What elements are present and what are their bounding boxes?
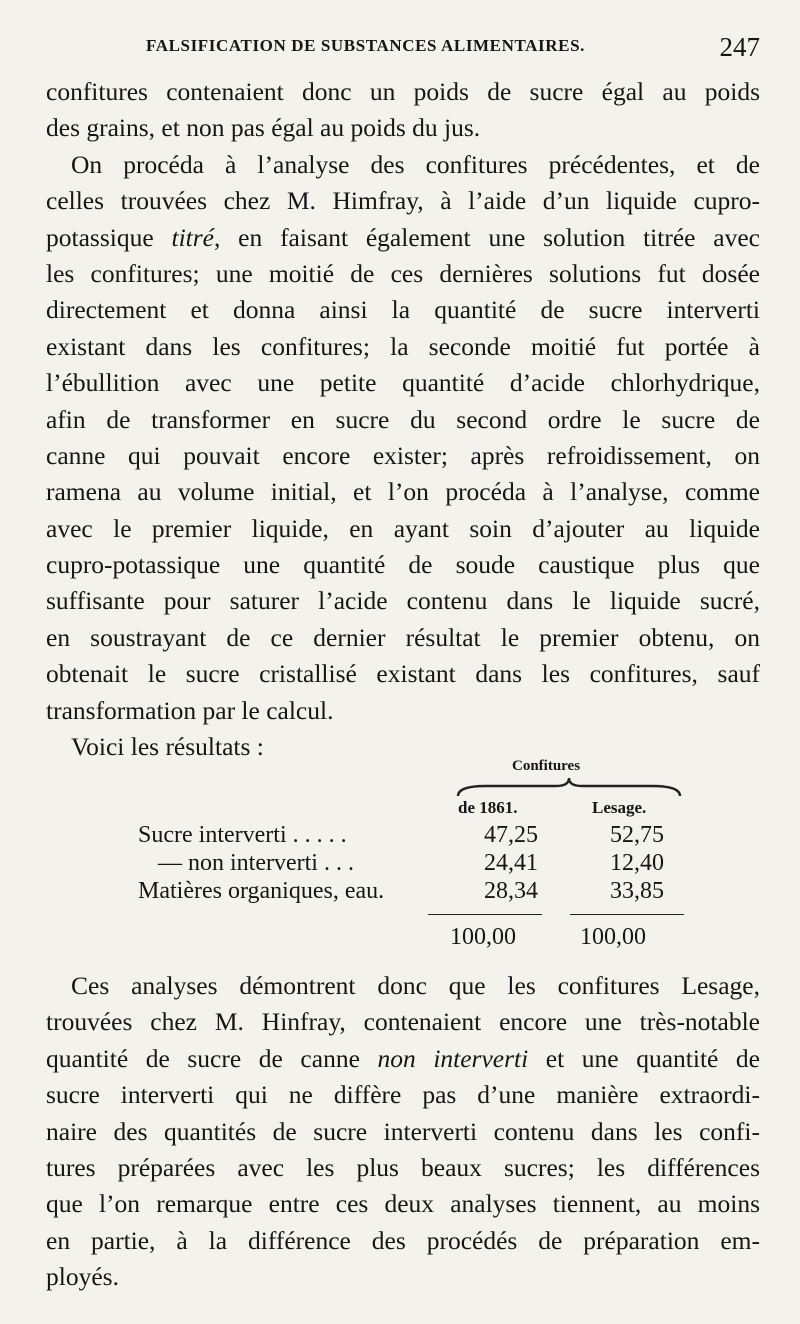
conclusion-text [46, 968, 760, 1296]
cell-value: 28,34 [484, 878, 538, 904]
text-line: potassique titré, en faisant également une solution titrée avec [46, 222, 760, 252]
column-header: Lesage. [592, 798, 647, 817]
text-line: l’ébullition avec une petite quantité d’acide chlorhydrique, [46, 368, 760, 398]
text-line: confitures contenaient donc un poids de sucre égal au poids [46, 77, 760, 106]
text-line: ployés. [46, 1262, 119, 1292]
cell-value: 47,25 [484, 822, 538, 848]
text-line: quantité de sucre de canne non interverti et une quantité de [46, 1043, 760, 1073]
text-line: sucre interverti qui ne diffère pas d’une manière extraordi- [46, 1080, 760, 1110]
table-row [46, 822, 760, 852]
cell-value: 12,40 [610, 850, 664, 876]
text-line: les confitures; une moitié de ces dernières solutions fut dosée [46, 258, 760, 288]
text-line: en partie, à la différence des procédés de préparation em- [46, 1225, 760, 1255]
text-line: ramena au volume initial, et l’on procéda à l’analyse, comme [46, 477, 760, 507]
table-group-title: Confitures [512, 758, 581, 774]
cell-value: 52,75 [610, 822, 664, 848]
text-line: transformation par le calcul. [46, 695, 334, 725]
sum-rule [428, 914, 542, 915]
column-header: de 1861. [458, 798, 518, 817]
text-line: Voici les résultats : [71, 732, 264, 762]
row-label: Matières organiques, eau. [138, 878, 385, 904]
text-line: tures préparées avec les plus beaux sucres; les différences [46, 1152, 760, 1182]
text-line: en soustrayant de ce dernier résultat le premier obtenu, on [46, 622, 760, 652]
text-line: afin de transformer en sucre du second ordre le sucre de [46, 404, 760, 434]
sum-rule [570, 914, 684, 915]
text-line: celles trouvées chez M. Himfray, à l’aide d’un liquide cupro- [46, 186, 760, 216]
text-line: que l’on remarque entre ces deux analyses tiennent, au moins [46, 1189, 760, 1219]
total-value: 100,00 [580, 924, 646, 950]
brace-icon [456, 776, 682, 798]
text-line: naire des quantités de sucre interverti contenu dans les confi- [46, 1116, 760, 1146]
cell-value: 24,41 [484, 850, 538, 876]
row-label: Sucre interverti . . . . . [138, 822, 347, 848]
text-line: suffisante pour saturer l’acide contenu dans le liquide sucré, [46, 586, 760, 616]
text-line: Ces analyses démontrent donc que les confitures Lesage, [71, 971, 760, 1000]
italic-text: titré [171, 222, 214, 252]
text-line: existant dans les confitures; la seconde moitié fut portée à [46, 331, 760, 361]
italic-text: non interverti [377, 1043, 529, 1073]
text-line: On procéda à l’analyse des confitures précédentes, et de [71, 149, 760, 179]
text-line: trouvées chez M. Hinfray, contenaient encore une très-notable [46, 1007, 760, 1037]
text-line: directement et donna ainsi la quantité de sucre interverti [46, 295, 760, 325]
text-line: obtenait le sucre cristallisé existant dans les confitures, sauf [46, 659, 760, 689]
page-header [46, 32, 760, 72]
text-line: canne qui pouvait encore exister; après refroidissement, on [46, 440, 760, 470]
table-row [46, 878, 760, 908]
running-title: FALSIFICATION DE SUBSTANCES ALIMENTAIRES. [146, 36, 585, 55]
page-number: 247 [719, 32, 760, 62]
text-line: des grains, et non pas égal au poids du jus. [46, 113, 481, 143]
text-line: cupro-potassique une quantité de soude caustique plus que [46, 550, 760, 580]
total-value: 100,00 [450, 924, 516, 950]
row-label: — non interverti . . . [158, 850, 354, 876]
table-row [46, 850, 760, 880]
body-text [46, 74, 760, 765]
text-line: avec le premier liquide, en ayant soin d’ajouter au liquide [46, 513, 760, 543]
results-table [46, 752, 760, 962]
cell-value: 33,85 [610, 878, 664, 904]
